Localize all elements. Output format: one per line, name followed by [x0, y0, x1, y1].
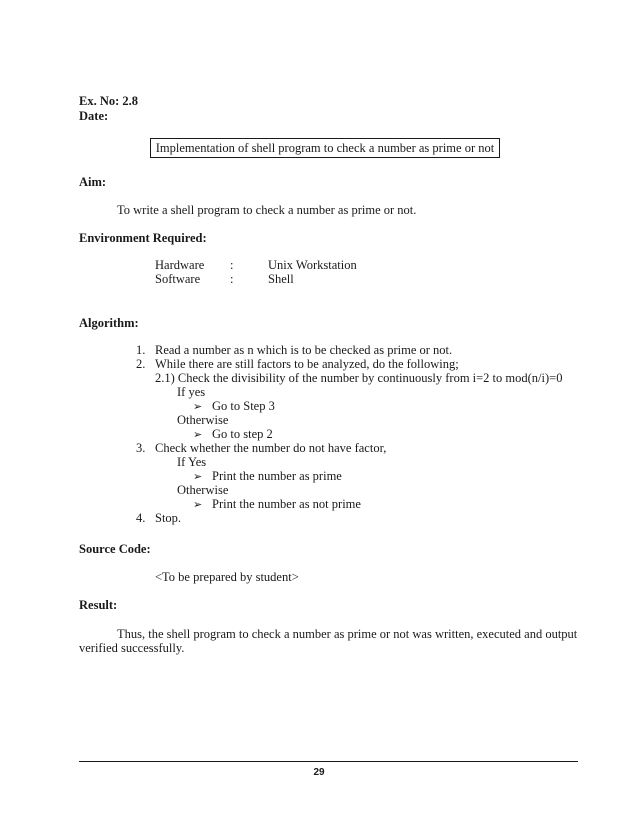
step-2-number: 2. — [136, 357, 146, 371]
source-code-placeholder: <To be prepared by student> — [155, 570, 299, 584]
date-label: Date: — [79, 109, 109, 123]
env-software-label: Software — [155, 272, 201, 286]
footer-divider — [79, 761, 578, 762]
print-prime: Print the number as prime — [212, 469, 342, 483]
step-3-text: Check whether the number do not have factor, — [155, 441, 387, 455]
environment-heading: Environment Required: — [79, 231, 207, 245]
title-box — [150, 138, 500, 158]
env-software-sep: : — [230, 272, 234, 286]
if-yes-1: If yes — [177, 385, 206, 399]
step-4-text: Stop. — [155, 511, 182, 525]
step-1-text: Read a number as n which is to be checked as prime or not. — [155, 343, 453, 357]
env-software-value: Shell — [268, 272, 294, 286]
step-3-number: 3. — [136, 441, 146, 455]
step-2-1-text: 2.1) Check the divisibility of the number by continuously from i=2 to mod(n/i)=0 — [155, 371, 563, 385]
otherwise-1: Otherwise — [177, 413, 229, 427]
result-text-line-2: verified successfully. — [79, 641, 185, 655]
aim-heading: Aim: — [79, 175, 107, 189]
aim-text: To write a shell program to check a number as prime or not. — [117, 203, 417, 217]
page-title: Implementation of shell program to check a number as prime or not — [155, 140, 495, 155]
print-not-prime: Print the number as not prime — [212, 497, 361, 511]
goto-step-3: Go to Step 3 — [212, 399, 275, 413]
source-code-heading: Source Code: — [79, 542, 151, 556]
env-hardware-value: Unix Workstation — [268, 258, 357, 272]
exercise-number: Ex. No: 2.8 — [79, 94, 139, 108]
result-heading: Result: — [79, 598, 118, 612]
env-hardware-label: Hardware — [155, 258, 205, 272]
page-number: 29 — [313, 767, 325, 778]
if-yes-2: If Yes — [177, 455, 207, 469]
bullet-arrow-icon: ➢ — [193, 401, 203, 413]
bullet-arrow-icon: ➢ — [193, 499, 203, 511]
step-4-number: 4. — [136, 511, 146, 525]
bullet-arrow-icon: ➢ — [193, 429, 203, 441]
bullet-arrow-icon: ➢ — [193, 471, 203, 483]
step-2-text: While there are still factors to be analyzed, do the following; — [155, 357, 459, 371]
algorithm-heading: Algorithm: — [79, 316, 139, 330]
goto-step-2: Go to step 2 — [212, 427, 273, 441]
step-1-number: 1. — [136, 343, 146, 357]
otherwise-2: Otherwise — [177, 483, 229, 497]
result-text-line-1: Thus, the shell program to check a number as prime or not was written, executed and output — [117, 627, 578, 641]
env-hardware-sep: : — [230, 258, 234, 272]
